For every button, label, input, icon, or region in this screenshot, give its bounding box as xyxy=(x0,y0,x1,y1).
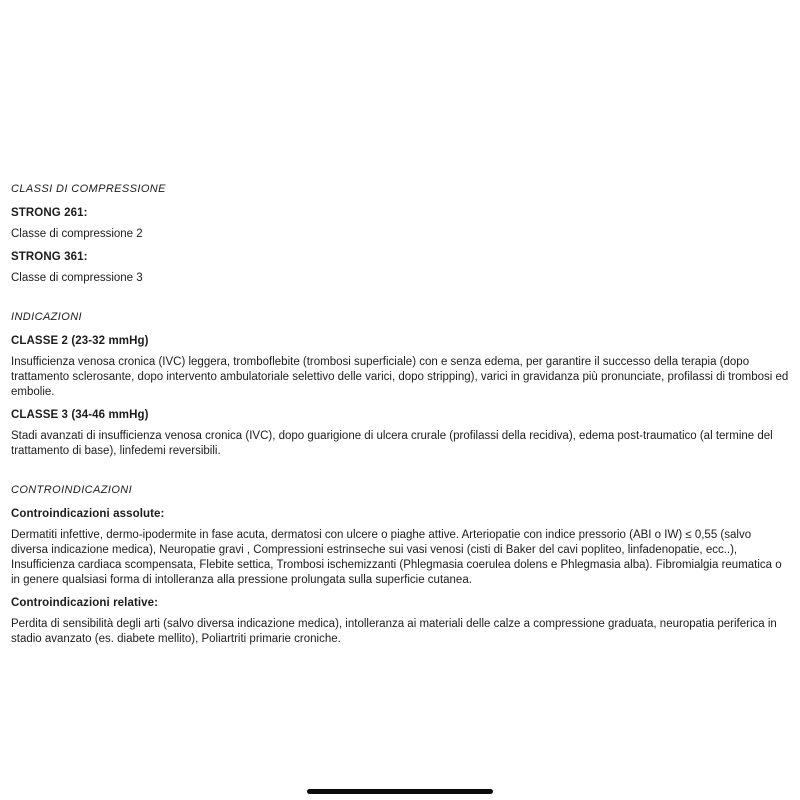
label-classe-3: CLASSE 3 (34-46 mmHg) xyxy=(11,409,149,421)
label-relative-contraindications: Controindicazioni relative: xyxy=(11,597,159,609)
label-classe-2: CLASSE 2 (23-32 mmHg) xyxy=(11,335,149,347)
label-strong-261: STRONG 261: xyxy=(11,207,88,219)
paragraph-relative-contraindications: Perdita di sensibilità degli arti (salvo diversa indicazione medica), intolleranza ai materiali delle calze a compressione graduata, neuropatia periferica in stadio avanzato (es. diabete mellito), Poliartriti primarie croniche. xyxy=(11,618,777,645)
paragraph-classe-2-indications: Insufficienza venosa cronica (IVC) leggera, tromboflebite (trombosi superficiale) con e senza edema, per garantire il successo della terapia (dopo trattamento sclerosante, dopo intervento ambulatoriale selettivo delle varici, dopo stripping), varici in gravidanza più pronunciate, profilassi di trombosi ed embolie. xyxy=(11,356,789,398)
paragraph-absolute-contraindications: Dermatiti infettive, dermo-ipodermite in fase acuta, dermatosi con ulcere o piaghe attive. Arteriopatie con indice pressorio (ABI o IW) ≤ 0,55 (salvo diversa indicazione medica), Neuropatie gravi , Compressioni estrinseche sui vasi venosi (cisti di Baker del cavi popliteo, linfadenopatie, ecc..), Insufficienza cardiaca scompensata, Flebite settica, Trombosi ischemizzanti (Phlegmasia coerulea dolens e Phlegmasia alba). Fibromialgia reumatica o in genere qualsiasi forma di intolleranza alla pressione prolungata sulla superficie cutanea. xyxy=(11,529,782,586)
section-heading-indications: INDICAZIONI xyxy=(11,311,83,323)
section-heading-contraindications: CONTROINDICAZIONI xyxy=(11,484,133,496)
section-controindicazioni xyxy=(11,484,790,647)
value-strong-261-class: Classe di compressione 2 xyxy=(11,228,143,240)
product-info-document xyxy=(11,183,790,672)
section-heading-compression-classes: CLASSI DI COMPRESSIONE xyxy=(11,183,166,195)
value-strong-361-class: Classe di compressione 3 xyxy=(11,272,143,284)
home-indicator-icon[interactable] xyxy=(307,789,493,794)
label-strong-361: STRONG 361: xyxy=(11,251,88,263)
section-classi-di-compressione xyxy=(11,183,790,286)
section-indicazioni xyxy=(11,311,790,459)
label-absolute-contraindications: Controindicazioni assolute: xyxy=(11,508,165,520)
paragraph-classe-3-indications: Stadi avanzati di insufficienza venosa cronica (IVC), dopo guarigione di ulcera crurale (profilassi della recidiva), edema post-traumatico (al termine del trattamento di base), linfedemi reversibili. xyxy=(11,430,773,457)
